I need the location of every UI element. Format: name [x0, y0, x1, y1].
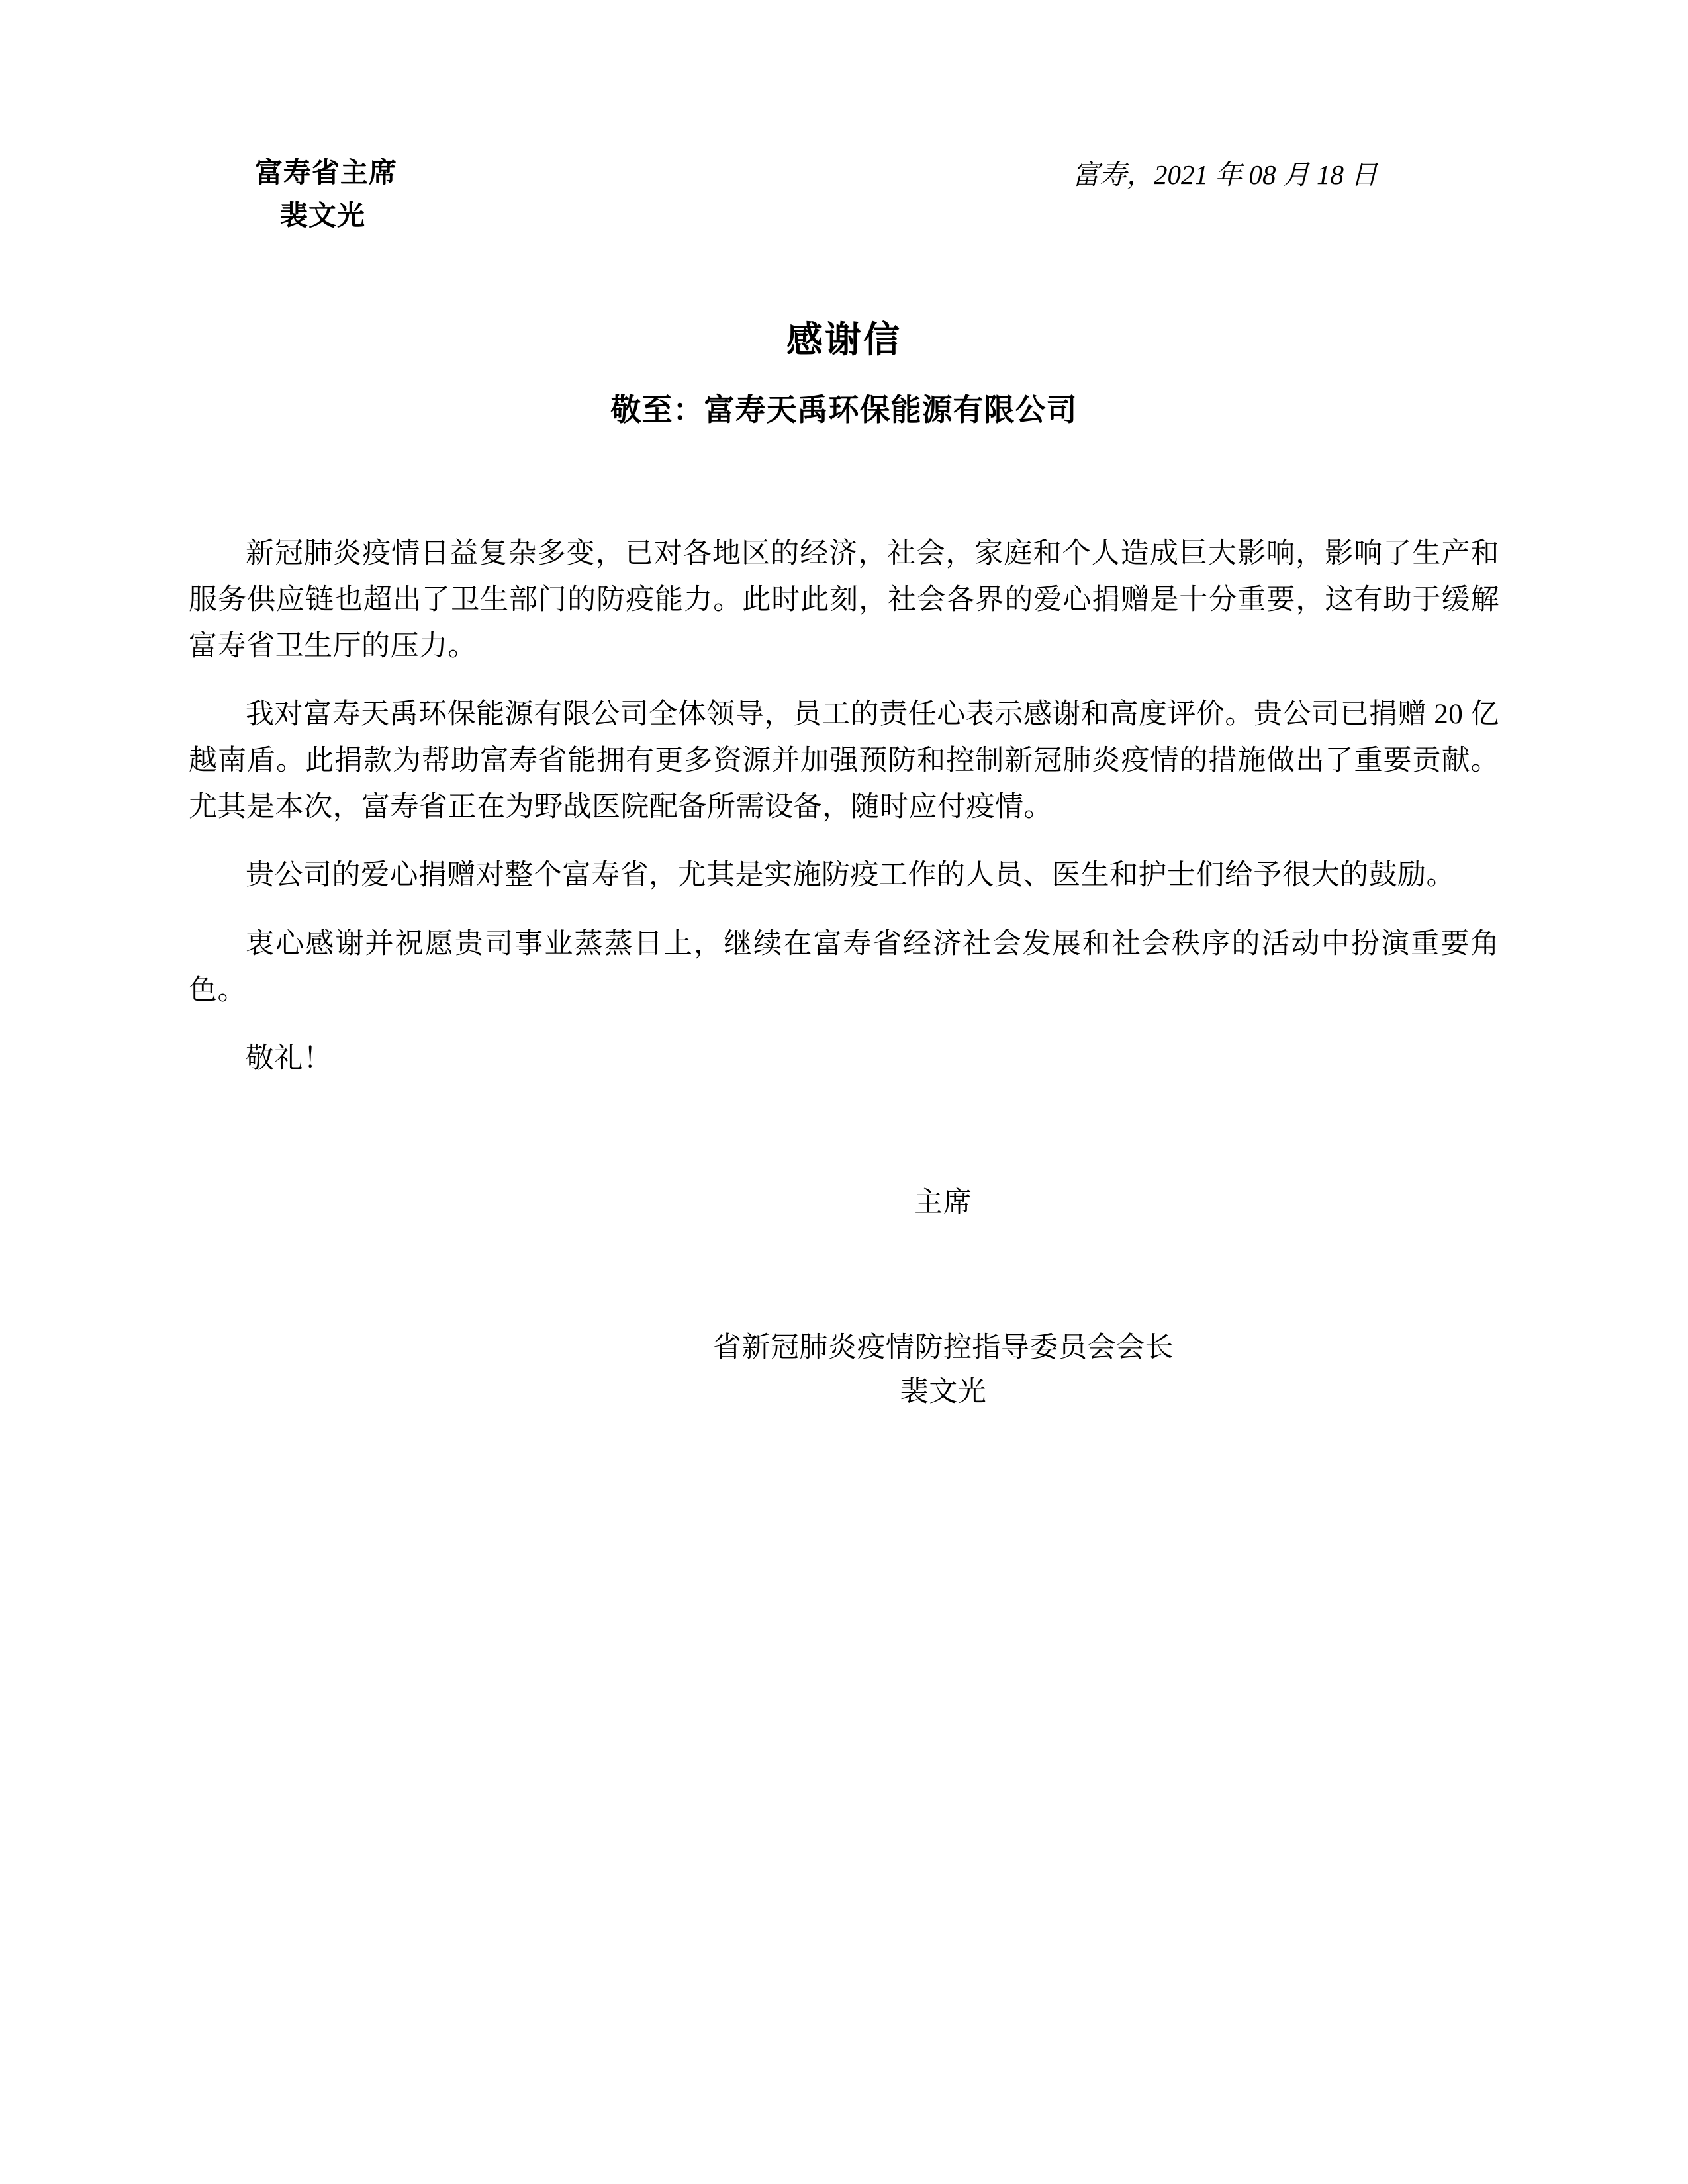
paragraph: 新冠肺炎疫情日益复杂多变，已对各地区的经济，社会，家庭和个人造成巨大影响，影响了生产和服务供应链也超出了卫生部门的防疫能力。此时此刻，社会各界的爱心捐赠是十分重要，这有助于缓解富寿省卫生厅的压力。 [189, 538, 1499, 662]
recipient-line: 敬至：富寿天禹环保能源有限公司 [610, 393, 1078, 427]
paragraph: 贵公司的爱心捐赠对整个富寿省，尤其是实施防疫工作的人员、医生和护士们给予很大的鼓励。 [246, 860, 1455, 891]
letter-body [189, 531, 1499, 1082]
document-content [189, 152, 1499, 1414]
page-title: 感谢信 [786, 320, 902, 360]
salutation: 敬礼！ [246, 1043, 332, 1075]
issuer-name: 裴文光 [280, 201, 366, 232]
paragraph: 我对富寿天禹环保能源有限公司全体领导，员工的责任心表示感谢和高度评价。贵公司已捐赠 20 亿越南盾。此捐款为帮助富寿省能拥有更多资源并加强预防和控制新冠肺炎疫情的措施做出了重要贡献。尤其是本次，富寿省正在为野战医院配备所需设备，随时应付疫情。 [189, 699, 1499, 823]
place-date: 富寿，2021 年 08 月 18 日 [1072, 159, 1378, 190]
signature-block [189, 1326, 1499, 1414]
signature-name: 裴文光 [900, 1376, 987, 1408]
issuer-office: 富寿省主席 [255, 158, 398, 189]
signature-role: 主席 [914, 1187, 972, 1218]
issuer-block [255, 152, 397, 238]
letter-header [189, 152, 1499, 265]
signature-committee-title: 省新冠肺炎疫情防控指导委员会会长 [713, 1332, 1174, 1363]
paragraph: 衷心感谢并祝愿贵司事业蒸蒸日上，继续在富寿省经济社会发展和社会秩序的活动中扮演重要角色。 [189, 928, 1499, 1006]
title-block [189, 314, 1499, 432]
